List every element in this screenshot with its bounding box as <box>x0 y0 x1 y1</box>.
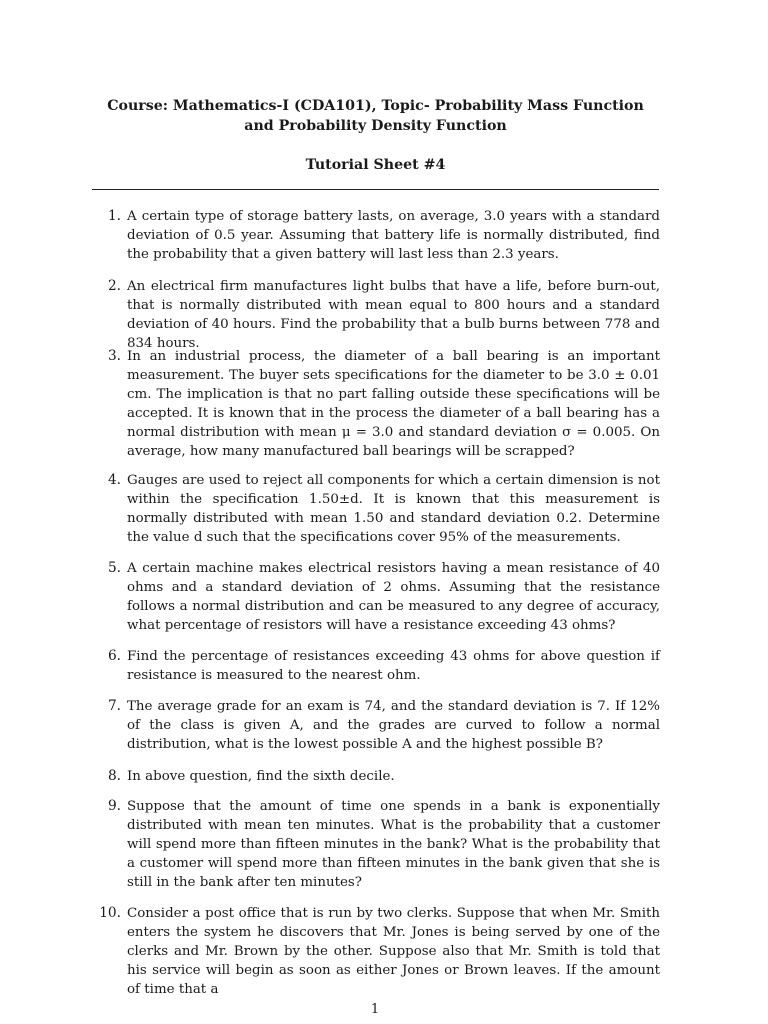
question-number: 1. <box>107 208 121 224</box>
header-divider <box>92 189 659 190</box>
question-text: Gauges are used to reject all components for which a certain dimension is not within the specification 1.50±d. It is known that this measurement is normally distributed with mean 1.50 and standard deviation 0.2. Determine the value d such that the specifications cover 95% of the measurements. <box>127 473 660 545</box>
question-text: A certain type of storage battery lasts, on average, 3.0 years with a standard deviation of 0.5 year. Assuming that battery life is normally distributed, find the probability that a given battery will last less than 2.3 years. <box>127 209 660 262</box>
question-text: The average grade for an exam is 74, and the standard deviation is 7. If 12% of the class is given A, and the grades are curved to follow a normal distribution, what is the lowest possible A and the highest possible B? <box>127 699 660 752</box>
question-number: 4. <box>107 472 121 488</box>
question-number: 3. <box>107 348 121 364</box>
question-number: 5. <box>107 560 121 576</box>
document-subtitle: Tutorial Sheet #4 <box>305 157 446 173</box>
question-text: A certain machine makes electrical resistors having a mean resistance of 40 ohms and a standard deviation of 2 ohms. Assuming that the resistance follows a normal distribution and can be measured to any degree of accuracy, what percentage of resistors will have a resistance exceeding 43 ohms? <box>127 561 660 633</box>
question-number: 9. <box>107 798 121 814</box>
question-text: In an industrial process, the diameter of a ball bearing is an important measurement. The buyer sets specifications for the diameter to be 3.0 ± 0.01 cm. The implication is that no part falling outside these specifications will be accepted. It is known that in the process the diameter of a ball bearing has a normal distribution with mean μ = 3.0 and standard deviation σ = 0.005. On average, how many manufactured ball bearings will be scrapped? <box>127 349 660 459</box>
question-text: An electrical firm manufactures light bulbs that have a life, before burn-out, that is normally distributed with mean equal to 800 hours and a standard deviation of 40 hours. Find the probability that a bulb burns between 778 and 834 hours. <box>127 279 660 351</box>
question-text: Find the percentage of resistances exceeding 43 ohms for above question if resistance is measured to the nearest ohm. <box>127 649 660 683</box>
question-number: 6. <box>107 648 121 664</box>
document-title: Course: Mathematics-I (CDA101), Topic- Probability Mass Function and Probability Density Function <box>107 98 644 134</box>
question-number: 10. <box>99 905 121 921</box>
page-number: 1 <box>370 1002 380 1017</box>
question-text: Suppose that the amount of time one spends in a bank is exponentially distributed with mean ten minutes. What is the probability that a customer will spend more than fifteen minutes in the bank? What is the probability that a customer will spend more than fifteen minutes in the bank given that she is still in the bank after ten minutes? <box>127 799 660 890</box>
question-number: 2. <box>107 278 121 294</box>
question-text: In above question, find the sixth decile. <box>127 769 395 784</box>
question-text: Consider a post office that is run by two clerks. Suppose that when Mr. Smith enters the system he discovers that Mr. Jones is being served by one of the clerks and Mr. Brown by the other. Suppose also that Mr. Smith is told that his service will begin as soon as either Jones or Brown leaves. If the amount of time that a <box>127 906 660 997</box>
question-number: 7. <box>107 698 121 714</box>
question-number: 8. <box>107 768 121 784</box>
